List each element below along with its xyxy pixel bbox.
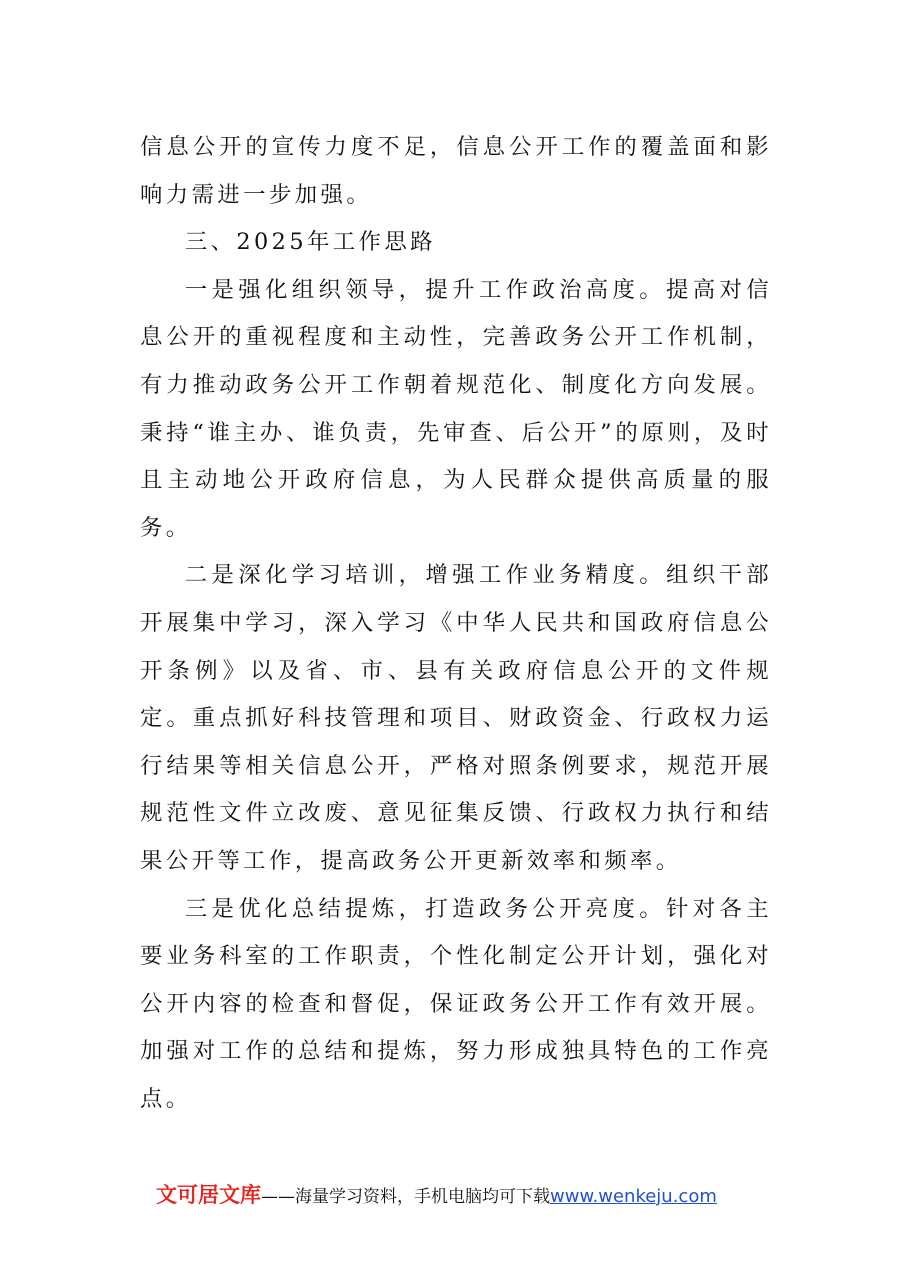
footer-brand: 文可居文库 [156,1183,261,1207]
paragraph-point-1: 一是强化组织领导，提升工作政治高度。提高对信息公开的重视程度和主动性，完善政务公开工作机制，有力推动政务公开工作朝着规范化、制度化方向发展。秉持“谁主办、谁负责，先审查、后公开”的原则，及时且主动地公开政府信息，为人民群众提供高质量的服务。 [140,276,772,541]
document-body [140,124,772,1123]
paragraph-continuation: 信息公开的宣传力度不足，信息公开工作的覆盖面和影响力需进一步加强。 [140,134,772,208]
paragraph-point-3: 三是优化总结提炼，打造政务公开亮度。针对各主要业务科室的工作职责，个性化制定公开计划，强化对公开内容的检查和督促，保证政务公开工作有效开展。加强对工作的总结和提炼，努力形成独具特色的工作亮点。 [140,895,772,1112]
paragraph-point-2: 二是深化学习培训，增强工作业务精度。组织干部开展集中学习，深入学习《中华人民共和国政府信息公开条例》以及省、市、县有关政府信息公开的文件规定。重点抓好科技管理和项目、财政资金、行政权力运行结果等相关信息公开，严格对照条例要求，规范开展规范性文件立改废、意见征集反馈、行政权力执行和结果公开等工作，提高政务公开更新效率和频率。 [140,562,772,874]
footer-link[interactable]: www.wenkeju.com [550,1186,717,1207]
section-heading: 三、2025年工作思路 [184,229,436,256]
footer-slogan: ——海量学习资料，手机电脑均可下载 [261,1187,550,1207]
footer-watermark [156,1180,796,1212]
